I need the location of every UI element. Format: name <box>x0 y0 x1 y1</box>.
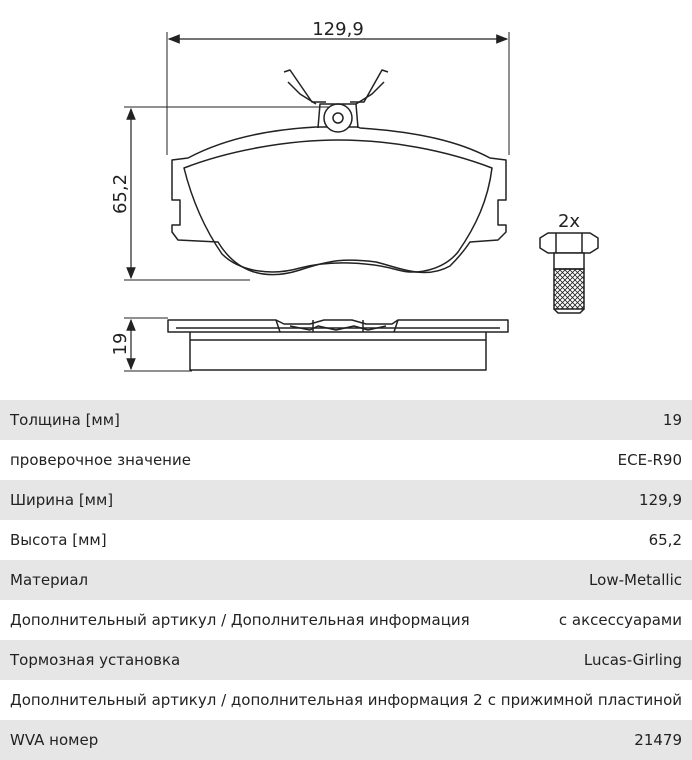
bolt-count-label: 2x <box>557 211 581 232</box>
spec-label: Дополнительный артикул / Дополнительная информация <box>10 611 470 629</box>
spec-row-thickness <box>0 400 692 440</box>
spec-value: 19 <box>662 411 682 429</box>
spec-value: с аксессуарами <box>558 611 682 629</box>
spec-row-height <box>0 520 692 560</box>
spec-row-brake-system <box>0 640 692 680</box>
thickness-label: 19 <box>110 332 131 356</box>
brake-pad-front-view <box>172 70 506 275</box>
thickness-dimension <box>110 318 192 371</box>
spec-row-width <box>0 480 692 520</box>
spec-row-additional-info <box>0 600 692 640</box>
brake-pad-side-view <box>168 320 508 370</box>
width-label: 129,9 <box>312 19 364 40</box>
spec-label: Материал <box>10 571 89 589</box>
spec-value: ECE-R90 <box>617 451 682 469</box>
spec-row-test-mark <box>0 440 692 480</box>
height-label: 65,2 <box>110 173 131 215</box>
width-dimension <box>167 19 509 155</box>
spec-value: Low-Metallic <box>589 571 682 589</box>
spec-value: с прижимной пластиной <box>487 691 682 709</box>
height-dimension <box>110 107 330 280</box>
spec-label: Ширина [мм] <box>10 491 114 509</box>
spec-label: Тормозная установка <box>10 651 181 669</box>
bolt-icon <box>540 211 598 313</box>
spec-value: Lucas-Girling <box>583 651 682 669</box>
spec-label: Дополнительный артикул / дополнительная информация 2 <box>10 691 483 709</box>
spec-label: проверочное значение <box>10 451 191 469</box>
spec-label: WVA номер <box>10 731 99 749</box>
specifications-table <box>0 400 692 760</box>
spec-row-material <box>0 560 692 600</box>
spec-value: 129,9 <box>639 491 682 509</box>
spec-value: 65,2 <box>648 531 682 549</box>
spec-label: Высота [мм] <box>10 531 107 549</box>
spec-row-wva-number <box>0 720 692 760</box>
spec-label: Толщина [мм] <box>10 411 120 429</box>
spec-row-additional-info-2 <box>0 680 692 720</box>
spec-value: 21479 <box>634 731 682 749</box>
